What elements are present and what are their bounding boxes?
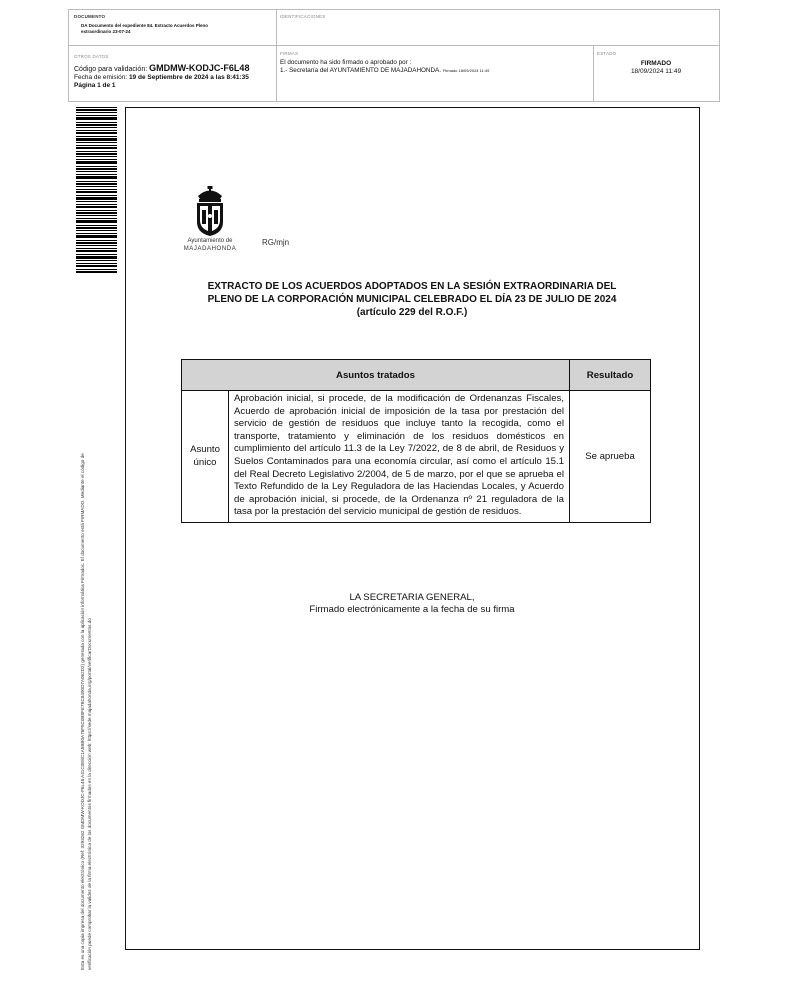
firmas-caption: FIRMAS — [280, 51, 299, 56]
barcode-bar — [76, 242, 117, 244]
logo-line-2: MAJADAHONDA — [183, 245, 237, 252]
metadata-divider-vertical — [276, 10, 277, 101]
barcode-bar — [76, 204, 117, 205]
estado-cell — [597, 50, 715, 76]
document-metadata-box — [68, 9, 720, 102]
reference-initials: RG/mjn — [262, 238, 290, 247]
verification-margin-note — [80, 290, 93, 970]
barcode-bar — [76, 183, 117, 185]
barcode-bar — [76, 174, 117, 175]
barcode-bar — [76, 260, 117, 261]
barcode-bar — [76, 142, 117, 143]
documento-value: DA Documento del expediente 84. Extracto Acuerdos Pleno extraordinario 23-07-24 — [81, 23, 208, 34]
barcode-bar — [76, 256, 117, 259]
table-row — [182, 391, 651, 523]
table-header-row — [182, 360, 651, 391]
barcode-bar — [76, 115, 117, 116]
signature-note: Firmado electrónicamente a la fecha de su firma — [309, 604, 515, 615]
metadata-divider-vertical-status — [593, 45, 594, 101]
barcode-bar — [76, 130, 117, 131]
signature-title: LA SECRETARIA GENERAL, — [349, 592, 475, 603]
title-line-2: PLENO DE LA CORPORACIÓN MUNICIPAL CELEBRADO EL DÍA 23 DE JULIO DE 2024 — [207, 294, 617, 305]
signer-date: Firmado 18/09/2024 11:49 — [442, 68, 490, 73]
barcode-bar — [76, 220, 117, 223]
barcode-bar — [76, 124, 117, 126]
barcode-bar — [76, 136, 117, 137]
otros-datos-cell — [74, 53, 274, 90]
logo-text — [178, 238, 242, 253]
barcode-bar — [76, 112, 117, 113]
barcode-bar — [76, 210, 117, 211]
firmas-text: El documento ha sido firmado o aprobado por : — [280, 59, 412, 66]
barcode-bar — [76, 201, 117, 202]
document-title — [180, 280, 644, 319]
barcode-bar — [76, 248, 117, 249]
barcode-bar — [76, 176, 117, 179]
barcode-bar — [76, 156, 117, 157]
issue-date: 19 de Septiembre de 2024 a las 8:41:35 — [128, 74, 249, 81]
barcode-bar — [76, 197, 117, 200]
barcode-bar — [76, 168, 117, 170]
status-value: FIRMADO — [640, 60, 672, 67]
barcode-bar — [76, 233, 117, 234]
validation-code-label: Código para validación: — [74, 66, 148, 73]
page-number: Página 1 de 1 — [74, 82, 116, 89]
barcode-bar — [76, 159, 117, 160]
barcode-bar — [76, 127, 117, 128]
barcode-bar — [76, 254, 117, 255]
agenda-item-label: Asunto único — [182, 391, 229, 523]
barcode-bar — [76, 138, 117, 141]
barcode-bar — [76, 189, 117, 190]
validation-code: GMDMW-KODJC-F6L48 — [149, 63, 250, 73]
estado-caption: ESTADO — [597, 51, 617, 56]
signer-name: 1.- Secretaría del AYUNTAMIENTO DE MAJADAHONDA. — [280, 67, 441, 74]
identificaciones-cell — [280, 13, 325, 21]
metadata-divider-horizontal — [69, 45, 719, 46]
barcode-bar — [76, 161, 117, 164]
barcode-bar — [76, 212, 117, 214]
barcode-bar — [76, 206, 117, 208]
signature-block — [200, 592, 624, 616]
status-date: 18/09/2024 11:49 — [630, 68, 682, 75]
otros-datos-caption: OTROS DATOS — [74, 54, 109, 59]
barcode-bar — [76, 218, 117, 219]
title-line-3: (artículo 229 del R.O.F.) — [356, 307, 468, 318]
barcode-bar — [76, 153, 117, 155]
barcode — [76, 107, 117, 277]
barcode-bar — [76, 166, 117, 167]
barcode-bar — [76, 151, 117, 152]
logo-line-1: Ayuntamiento de — [187, 238, 233, 244]
barcode-bar — [76, 271, 117, 273]
margin-note-line-2: verificación puede comprobar la validez de la firma electrónica de los documentos firmados en la dirección web: https://sede.majadahonda.org/portal/verificarDocumentos.do — [86, 618, 92, 970]
barcode-bar — [76, 186, 117, 187]
barcode-bar — [76, 117, 117, 120]
barcode-bar — [76, 145, 117, 146]
barcode-bar — [76, 230, 117, 231]
barcode-bar — [76, 215, 117, 216]
barcode-bar — [76, 225, 117, 226]
barcode-bar — [76, 227, 117, 229]
barcode-bar — [76, 147, 117, 149]
agenda-item-text: Aprobación inicial, si procede, de la modificación de Ordenanzas Fiscales, Acuerdo de aprobación inicial de imposición de la tasa por prestación del servicio de gestión de residuos que incluye tanto la recogida, como el transporte, tratamiento y eliminación de los residuos domésticos en cumplimiento del artículo 11.3 de la Ley 7/2022, de 8 de abril, de Residuos y Suelos Contaminados para una economía circular, así como el artículo 15.1 del Real Decreto Legislativo 2/2004, de 5 de marzo, por el que se aprueba el Texto Refundido de la Ley Reguladora de las Haciendas Locales, y Acuerdo de aprobación inicial, si procede, de la Ordenanza nº 21 reguladora de la tasa por la prestación del servicio municipal de gestión de residuos. — [229, 391, 570, 523]
barcode-bar — [76, 250, 117, 252]
barcode-bar — [76, 245, 117, 246]
barcode-bar — [76, 132, 117, 134]
barcode-bar — [76, 107, 117, 108]
barcode-bar — [76, 263, 117, 264]
barcode-bar — [76, 240, 117, 241]
documento-cell — [74, 13, 274, 35]
barcode-bar — [76, 269, 117, 270]
barcode-bar — [76, 265, 117, 267]
barcode-bar — [76, 122, 117, 123]
agenda-table — [181, 359, 651, 523]
margin-note-line-1: Esta es una copia impresa del documento electrónico (Ref: 3293262 GMDMW-KODJC-F6L48 A41C0E8C1A5BB0A76F5C0B8FE7BC8490D7A062D2) generada con la aplicación informática Firmadoc. El documento está FIRMADO. Mediante el código de — [80, 453, 85, 970]
barcode-bar — [76, 171, 117, 172]
barcode-bar — [76, 109, 117, 111]
barcode-bar — [76, 181, 117, 182]
agenda-item-result: Se aprueba — [570, 391, 651, 523]
header-asuntos: Asuntos tratados — [182, 360, 570, 391]
validation-code-line — [74, 64, 274, 74]
header-resultado: Resultado — [570, 360, 651, 391]
barcode-bar — [76, 195, 117, 196]
barcode-bar — [76, 235, 117, 238]
identificaciones-caption: IDENTIFICACIONES — [280, 14, 326, 19]
issue-date-line — [74, 74, 274, 82]
documento-caption: DOCUMENTO — [74, 14, 106, 19]
title-line-1: EXTRACTO DE LOS ACUERDOS ADOPTADOS EN LA SESIÓN EXTRAORDINARIA DEL — [207, 281, 617, 292]
issue-date-label: Fecha de emisión: — [74, 74, 128, 81]
firmas-cell — [280, 50, 590, 75]
barcode-bar — [76, 191, 117, 193]
signer-line — [280, 67, 590, 75]
